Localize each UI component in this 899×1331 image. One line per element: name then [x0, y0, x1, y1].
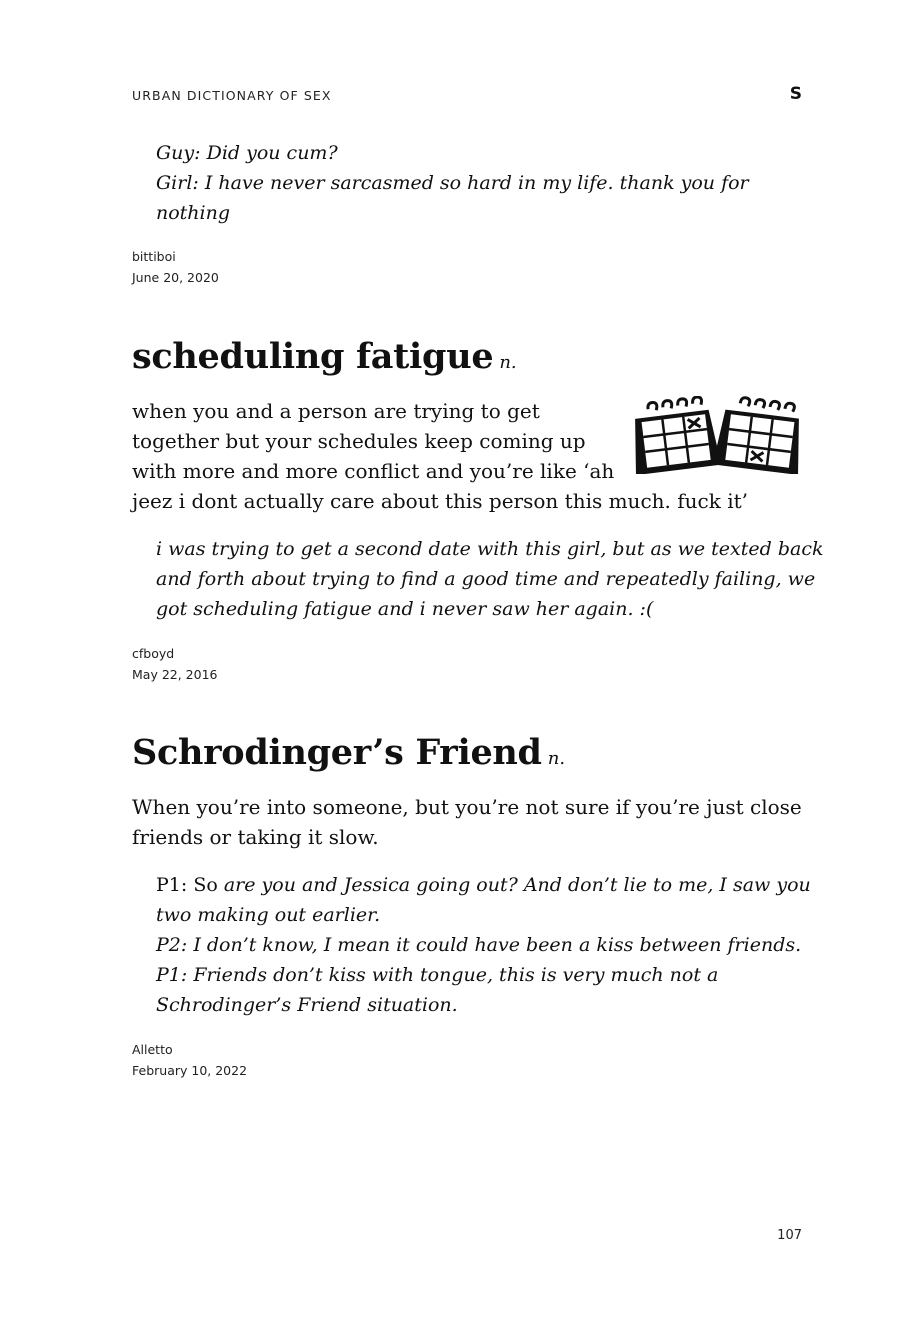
running-head-title: URBAN DICTIONARY OF SEX	[132, 88, 332, 103]
entry-byline	[132, 1039, 247, 1081]
example-line: nothing	[156, 202, 231, 224]
part-of-speech: n.	[547, 748, 566, 769]
entry-date: February 10, 2022	[132, 1063, 248, 1078]
example-line: Girl: I have never sarcasmed so hard in my life. thank you for	[156, 172, 749, 194]
definition-line: together but your schedules keep coming up	[132, 429, 586, 453]
definition-line: When you’re into someone, but you’re not sure if you’re just close	[132, 795, 802, 819]
example-line: Schrodinger’s Friend situation.	[156, 994, 458, 1016]
entry-definition	[132, 792, 812, 852]
author-name: cfboyd	[132, 646, 175, 661]
calendars-icon	[632, 396, 804, 474]
part-of-speech: n.	[499, 352, 517, 373]
example-line: i was trying to get a second date with this girl, but as we texted back	[156, 538, 824, 560]
entry-date: June 20, 2020	[132, 270, 219, 285]
entry-example	[156, 870, 811, 1020]
entry-example	[156, 138, 806, 228]
author-name: Alletto	[132, 1042, 173, 1057]
example-line: Guy: Did you cum?	[156, 142, 338, 164]
example-line: got scheduling fatigue and i never saw her again. :(	[156, 598, 654, 620]
entry-headword	[132, 732, 565, 773]
example-line: P2: I don’t know, I mean it could have been a kiss between friends.	[156, 934, 802, 956]
term: Schrodinger’s Friend	[132, 732, 542, 773]
entry-headword	[132, 336, 517, 377]
entry-date: May 22, 2016	[132, 667, 218, 682]
example-text: are you and Jessica going out? And don’t lie to me, I saw you	[217, 874, 811, 896]
author-name: bittiboi	[132, 249, 176, 264]
term: scheduling fatigue	[132, 336, 494, 377]
definition-line: friends or taking it slow.	[132, 825, 379, 849]
example-line: and forth about trying to find a good time and repeatedly failing, we	[156, 568, 816, 590]
example-line: P1: Friends don’t kiss with tongue, this is very much not a	[156, 964, 719, 986]
definition-line: jeez i dont actually care about this person this much. fuck it’	[132, 489, 748, 513]
page-number: 107	[777, 1228, 802, 1243]
entry-byline	[132, 246, 219, 288]
entry-byline	[132, 643, 217, 685]
section-letter: S	[789, 84, 802, 104]
example-speaker-prefix: P1: So	[156, 874, 218, 896]
example-line: two making out earlier.	[156, 904, 381, 926]
example-line	[156, 870, 811, 900]
entry-example	[156, 534, 824, 624]
definition-line: when you and a person are trying to get	[132, 399, 540, 423]
definition-line: with more and more conflict and you’re like ‘ah	[132, 459, 615, 483]
